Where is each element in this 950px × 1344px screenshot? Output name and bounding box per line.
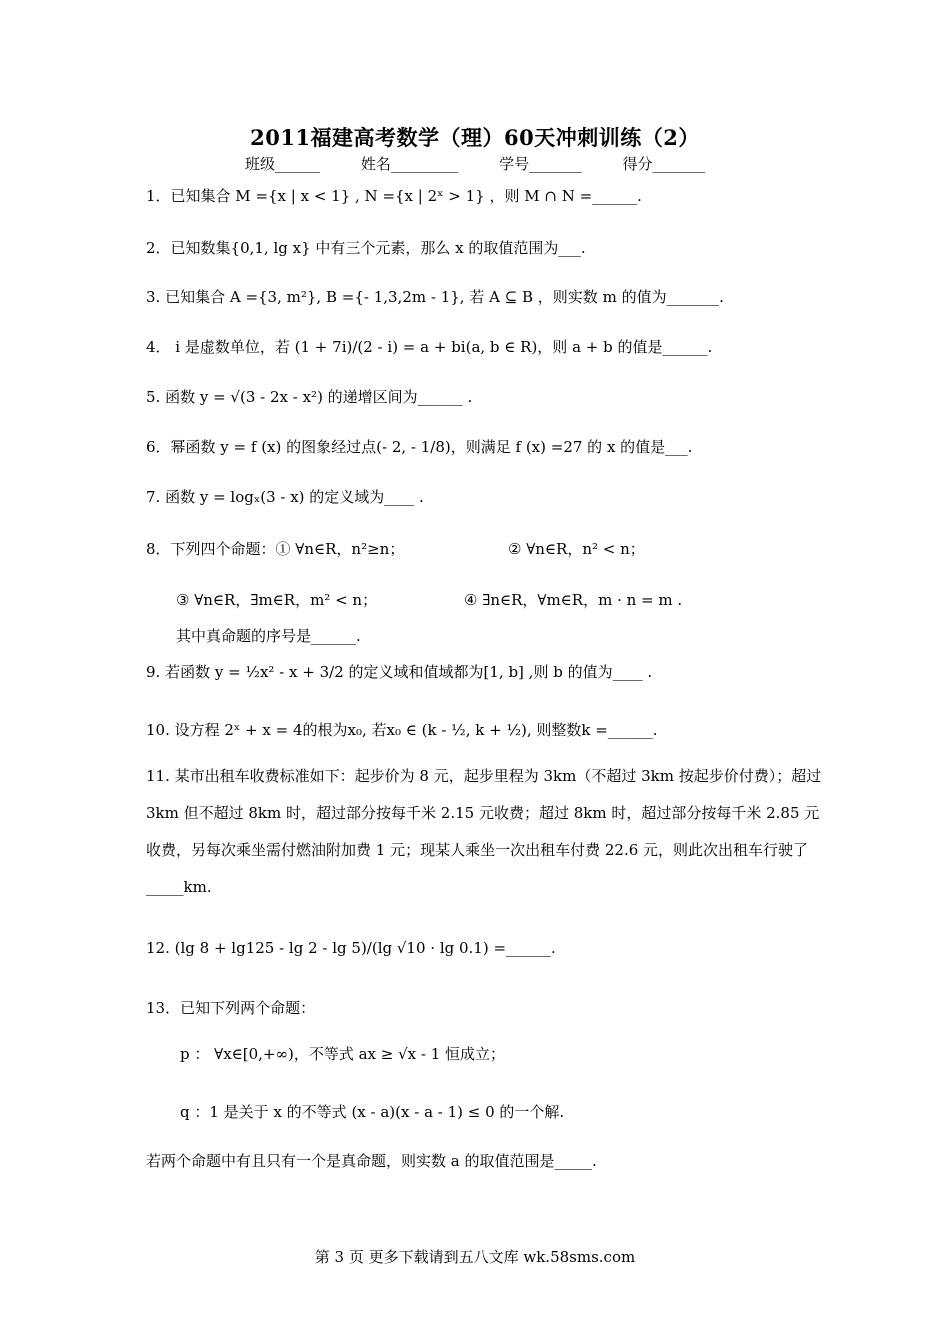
question-8-option2: ② ∀n∈R，n² < n；	[508, 540, 645, 558]
page-title: 2011福建高考数学（理）60天冲刺训练（2）	[250, 125, 700, 150]
question-10: 10. 设方程 2ˣ + x = 4的根为x₀, 若x₀ ∈ (k - ½, k + ½), 则整数k =______.	[146, 721, 658, 739]
student-info-row	[0, 153, 950, 174]
question-6: 6．幂函数 y = f (x) 的图象经过点(- 2, - 1/8)，则满足 f (x) =27 的 x 的值是___.	[146, 438, 693, 456]
question-4: 4． i 是虚数单位，若 (1 + 7i)/(2 - i) = a + bi(a, b ∈ R)，则 a + b 的值是______.	[146, 338, 713, 356]
question-5: 5. 函数 y = √(3 - 2x - x²) 的递增区间为______ .	[146, 388, 473, 406]
question-13-proposition-p: p ： ∀x∈[0,+∞)，不等式 ax ≥ √x - 1 恒成立；	[180, 1045, 506, 1063]
question-2: 2．已知数集{0,1, lg x} 中有三个元素，那么 x 的取值范围为___.	[146, 239, 586, 257]
question-9: 9. 若函数 y = ½x² - x + 3/2 的定义域和值域都为[1, b] ,则 b 的值为____ .	[146, 663, 653, 681]
field-id: 学号_______	[499, 155, 582, 173]
question-13-tail: 若两个命题中有且只有一个是真命题，则实数 a 的取值范围是_____.	[146, 1152, 597, 1170]
field-score: 得分_______	[622, 155, 705, 173]
field-class: 班级______	[245, 155, 321, 173]
page-footer: 第 3 页 更多下载请到五八文库 wk.58sms.com	[314, 1248, 636, 1266]
question-1: 1．已知集合 M ={x | x < 1} , N ={x | 2ˣ > 1} ，则 M ∩ N =______.	[146, 187, 642, 205]
question-8-tail: 其中真命题的序号是______.	[176, 627, 361, 645]
question-8-option4: ④ ∃n∈R，∀m∈R，m · n = m .	[464, 591, 683, 609]
question-13-proposition-q: q ：1 是关于 x 的不等式 (x - a)(x - a - 1) ≤ 0 的一个解.	[180, 1103, 565, 1121]
question-11: 11. 某市出租车收费标准如下：起步价为 8 元，起步里程为 3km（不超过 3km 按起步价付费）；超过 3km 但不超过 8km 时，超过部分按每千米 2.15 元收费；超过 8km 时，超过部分按每千米 2.85 元收费，另每次乘坐需付燃油附加费 1 元；现某人乘坐一次出租车付费 22.6 元，则此次出租车行驶了_____km.	[146, 767, 822, 896]
question-13: 13．已知下列两个命题：	[146, 999, 316, 1017]
question-8-line1: 8．下列四个命题：① ∀n∈R，n²≥n；	[146, 540, 405, 558]
question-8-option3: ③ ∀n∈R，∃m∈R，m² < n；	[176, 591, 378, 609]
question-12: 12. (lg 8 + lg125 - lg 2 - lg 5)/(lg √10 · lg 0.1) =______.	[146, 939, 556, 957]
question-3: 3. 已知集合 A ={3, m²}, B ={- 1,3,2m - 1}, 若 A ⊆ B ，则实数 m 的值为_______.	[146, 288, 724, 306]
question-7: 7. 函数 y = logₓ(3 - x) 的定义域为____ .	[146, 488, 424, 506]
field-name: 姓名_________	[360, 155, 459, 173]
